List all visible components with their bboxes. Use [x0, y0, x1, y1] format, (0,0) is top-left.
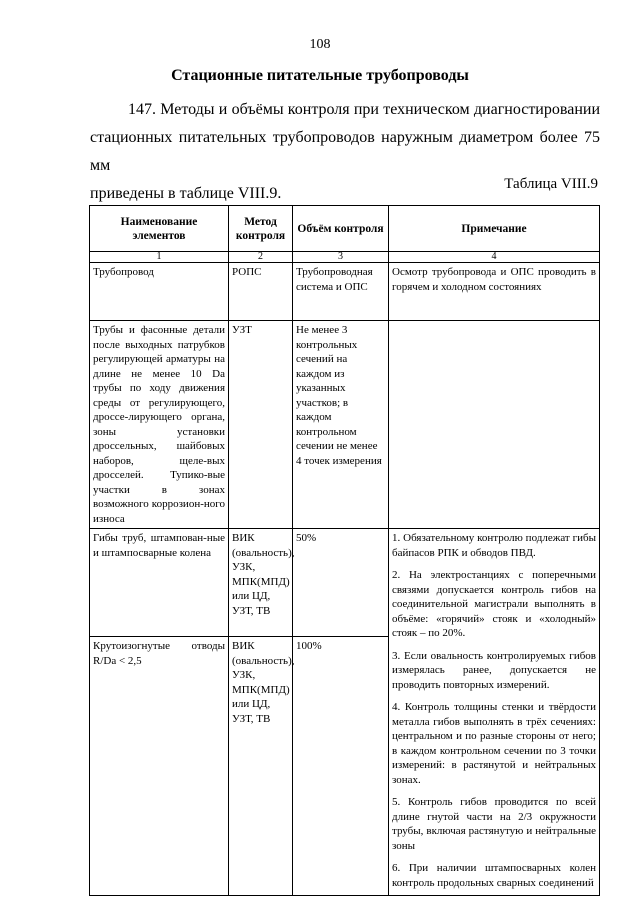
note-item: 1. Обязательному контролю подлежат гибы байпасов РПК и обводов ПВД. — [392, 532, 596, 559]
table-row — [90, 263, 600, 321]
note-item: 3. Если овальность контролируемых гибов измерялась ранее, допускается не проводить повторных измерений. — [392, 649, 596, 691]
notes-cell — [389, 529, 600, 896]
page-number: 108 — [309, 37, 331, 52]
header-note: Примечание — [389, 206, 600, 252]
method-cell: УЗТ — [229, 321, 293, 529]
element-cell: Крутоизогнутые отводы R/Da < 2,5 — [90, 637, 229, 896]
method-cell: РОПС — [229, 263, 293, 321]
table-label: Таблица VIII.9 — [504, 176, 598, 192]
column-number: 2 — [229, 252, 293, 263]
method-cell: ВИК (овальность), УЗК, МПК(МПД) или ЦД, УЗТ, ТВ — [229, 529, 293, 637]
volume-cell: 50% — [293, 529, 389, 637]
table-row — [90, 529, 600, 637]
paragraph-line-1: 147. Методы и объёмы контроля при техническом диагностировании — [128, 101, 600, 118]
note-item: 2. На электростанциях с поперечными связями допускается контроль гибов на соединительной магистрали выполнять в объёме: «горячий» стояк и «холодный» стояк – по 20%. — [392, 569, 596, 639]
paragraph-line-2: стационных питательных трубопроводов наружным диаметром более 75 мм — [90, 129, 600, 174]
note-cell — [389, 321, 600, 529]
column-number: 1 — [90, 252, 229, 263]
column-number: 4 — [389, 252, 600, 263]
volume-cell: Трубопроводная система и ОПС — [293, 263, 389, 321]
inspection-table — [89, 205, 600, 896]
element-cell: Трубы и фасонные детали после выходных патрубков регулирующей арматуры на длине не менее 10 Da трубы по ходу движения среды от регулирующего, дроссе-лирующего органа, зоны установки дроссельных, шайбовых наборов, щеле-вых дросселей. Тупико-вые участки в зонах возможного коррозион-ного износа — [90, 321, 229, 529]
section-title: Стационные питательные трубопроводы — [171, 67, 469, 84]
volume-cell: 100% — [293, 637, 389, 896]
method-cell: ВИК (овальность), УЗК, МПК(МПД) или ЦД, УЗТ, ТВ — [229, 637, 293, 896]
column-number-row — [90, 252, 600, 263]
element-cell: Трубопровод — [90, 263, 229, 321]
header-elements: Наименование элементов — [90, 206, 229, 252]
note-item: 5. Контроль гибов проводится по всей длине гнутой части на 2/3 окружности трубы, включая растянутую и нейтральные зоны — [392, 796, 596, 852]
column-number: 3 — [293, 252, 389, 263]
header-volume: Объём контроля — [293, 206, 389, 252]
volume-cell: Не менее 3 контрольных сечений на каждом из указанных участков; в каждом контрольном сечении не менее 4 точек измерения — [293, 321, 389, 529]
note-item: 4. Контроль толщины стенки и твёрдости металла гибов выполнять в трёх сечениях: центральном и по разные стороны от него; в каждом контрольном сечении по 3 точки измерений: в растянутой и нейтральных зонах. — [392, 701, 596, 786]
header-method: Метод контроля — [229, 206, 293, 252]
note-cell: Осмотр трубопровода и ОПС проводить в горячем и холодном состояниях — [389, 263, 600, 321]
table-row — [90, 321, 600, 529]
element-cell: Гибы труб, штампован-ные и штампосварные колена — [90, 529, 229, 637]
note-item: 6. При наличии штампосварных колен контроль продольных сварных соединений — [392, 862, 596, 889]
header-row — [90, 206, 600, 252]
paragraph-line-3: приведены в таблице VIII.9. — [90, 185, 282, 202]
